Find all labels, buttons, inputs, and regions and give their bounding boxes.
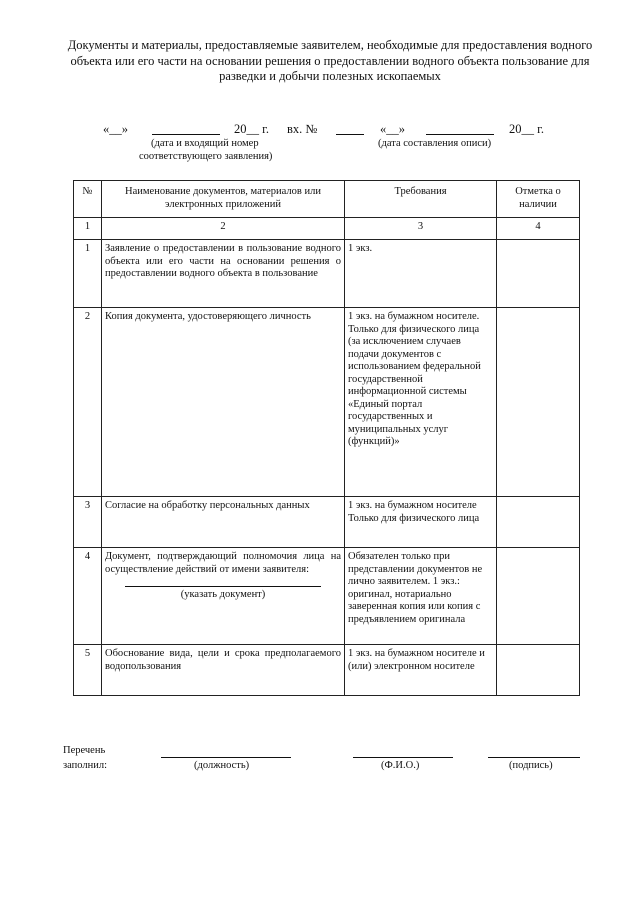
document-requirements: 1 экз. на бумажном носителе. Только для физического лица (за исключением случаев подачи документов с использованием федеральной государственной информационной системы «Единый портал государственных и муниципальных услуг (функций)»: [345, 308, 497, 497]
table-header-row: [74, 181, 580, 218]
year-left: 20__ г.: [234, 122, 269, 136]
row-number: 5: [74, 645, 102, 696]
document-name: Копия документа, удостоверяющего личность: [102, 308, 345, 497]
document-fill-line: [125, 586, 321, 587]
document-name: Документ, подтверждающий полномочия лица на осуществление действий от имени заявителя:: [105, 551, 341, 575]
year-right: 20__ г.: [509, 122, 544, 136]
column-number-row: [74, 218, 580, 240]
fio-line: [353, 757, 453, 758]
header-mark: Отметка о наличии: [497, 181, 580, 218]
day-quote-left: «__»: [103, 122, 128, 136]
month-line-right: [426, 134, 494, 135]
row-number: 2: [74, 308, 102, 497]
position-line: [161, 757, 291, 758]
column-number: 1: [74, 218, 102, 240]
document-requirements: Обязателен только при представлении документов не лично заявителем. 1 экз.: оригинал, нотариально заверенная копия или копия с предъявлением оригинала: [345, 548, 497, 645]
incoming-number-label: вх. №: [287, 122, 318, 136]
row-number: 4: [74, 548, 102, 645]
presence-mark: [497, 548, 580, 645]
filled-by-label-1: Перечень: [63, 745, 106, 756]
document-name: Заявление о предоставлении в пользование водного объекта или его части на основании решения о предоставлении водного объекта в пользование: [102, 240, 345, 308]
table-row: [74, 497, 580, 548]
table-row: [74, 240, 580, 308]
table-row: [74, 645, 580, 696]
caption-left-1: (дата и входящий номер: [151, 138, 259, 149]
document-name: Согласие на обработку персональных данных: [102, 497, 345, 548]
fio-caption: (Ф.И.О.): [381, 760, 420, 771]
month-line-left: [152, 134, 220, 135]
document-name-cell: [102, 548, 345, 645]
filled-by-label-2: заполнил:: [63, 760, 108, 771]
document-fill-caption: (указать документ): [180, 589, 266, 600]
presence-mark: [497, 497, 580, 548]
header-number: №: [74, 181, 102, 218]
header-requirements: Требования: [345, 181, 497, 218]
document-requirements: 1 экз. на бумажном носителе Только для физического лица: [345, 497, 497, 548]
date-fields: [0, 122, 640, 162]
table-row: [74, 308, 580, 497]
row-number: 1: [74, 240, 102, 308]
column-number: 2: [102, 218, 345, 240]
table-row: [74, 548, 580, 645]
document-name: Обоснование вида, цели и срока предполагаемого водопользования: [102, 645, 345, 696]
day-quote-right: «__»: [380, 122, 405, 136]
row-number: 3: [74, 497, 102, 548]
incoming-number-line: [336, 134, 364, 135]
header-name: Наименование документов, материалов или электронных приложений: [102, 181, 345, 218]
document-requirements: 1 экз.: [345, 240, 497, 308]
signature-caption: (подпись): [509, 760, 553, 771]
signature-line: [488, 757, 580, 758]
document-title: Документы и материалы, предоставляемые заявителем, необходимые для предоставления водного объекта или его части на основании решения о предоставлении водного объекта пользование для разведки и добычи полезных ископаемых: [67, 38, 593, 83]
position-caption: (должность): [194, 760, 250, 771]
document-requirements: 1 экз. на бумажном носителе и (или) электронном носителе: [345, 645, 497, 696]
presence-mark: [497, 240, 580, 308]
presence-mark: [497, 308, 580, 497]
caption-right: (дата составления описи): [378, 138, 492, 149]
documents-table: [73, 180, 580, 696]
column-number: 4: [497, 218, 580, 240]
column-number: 3: [345, 218, 497, 240]
presence-mark: [497, 645, 580, 696]
caption-left-2: соответствующего заявления): [139, 151, 273, 162]
